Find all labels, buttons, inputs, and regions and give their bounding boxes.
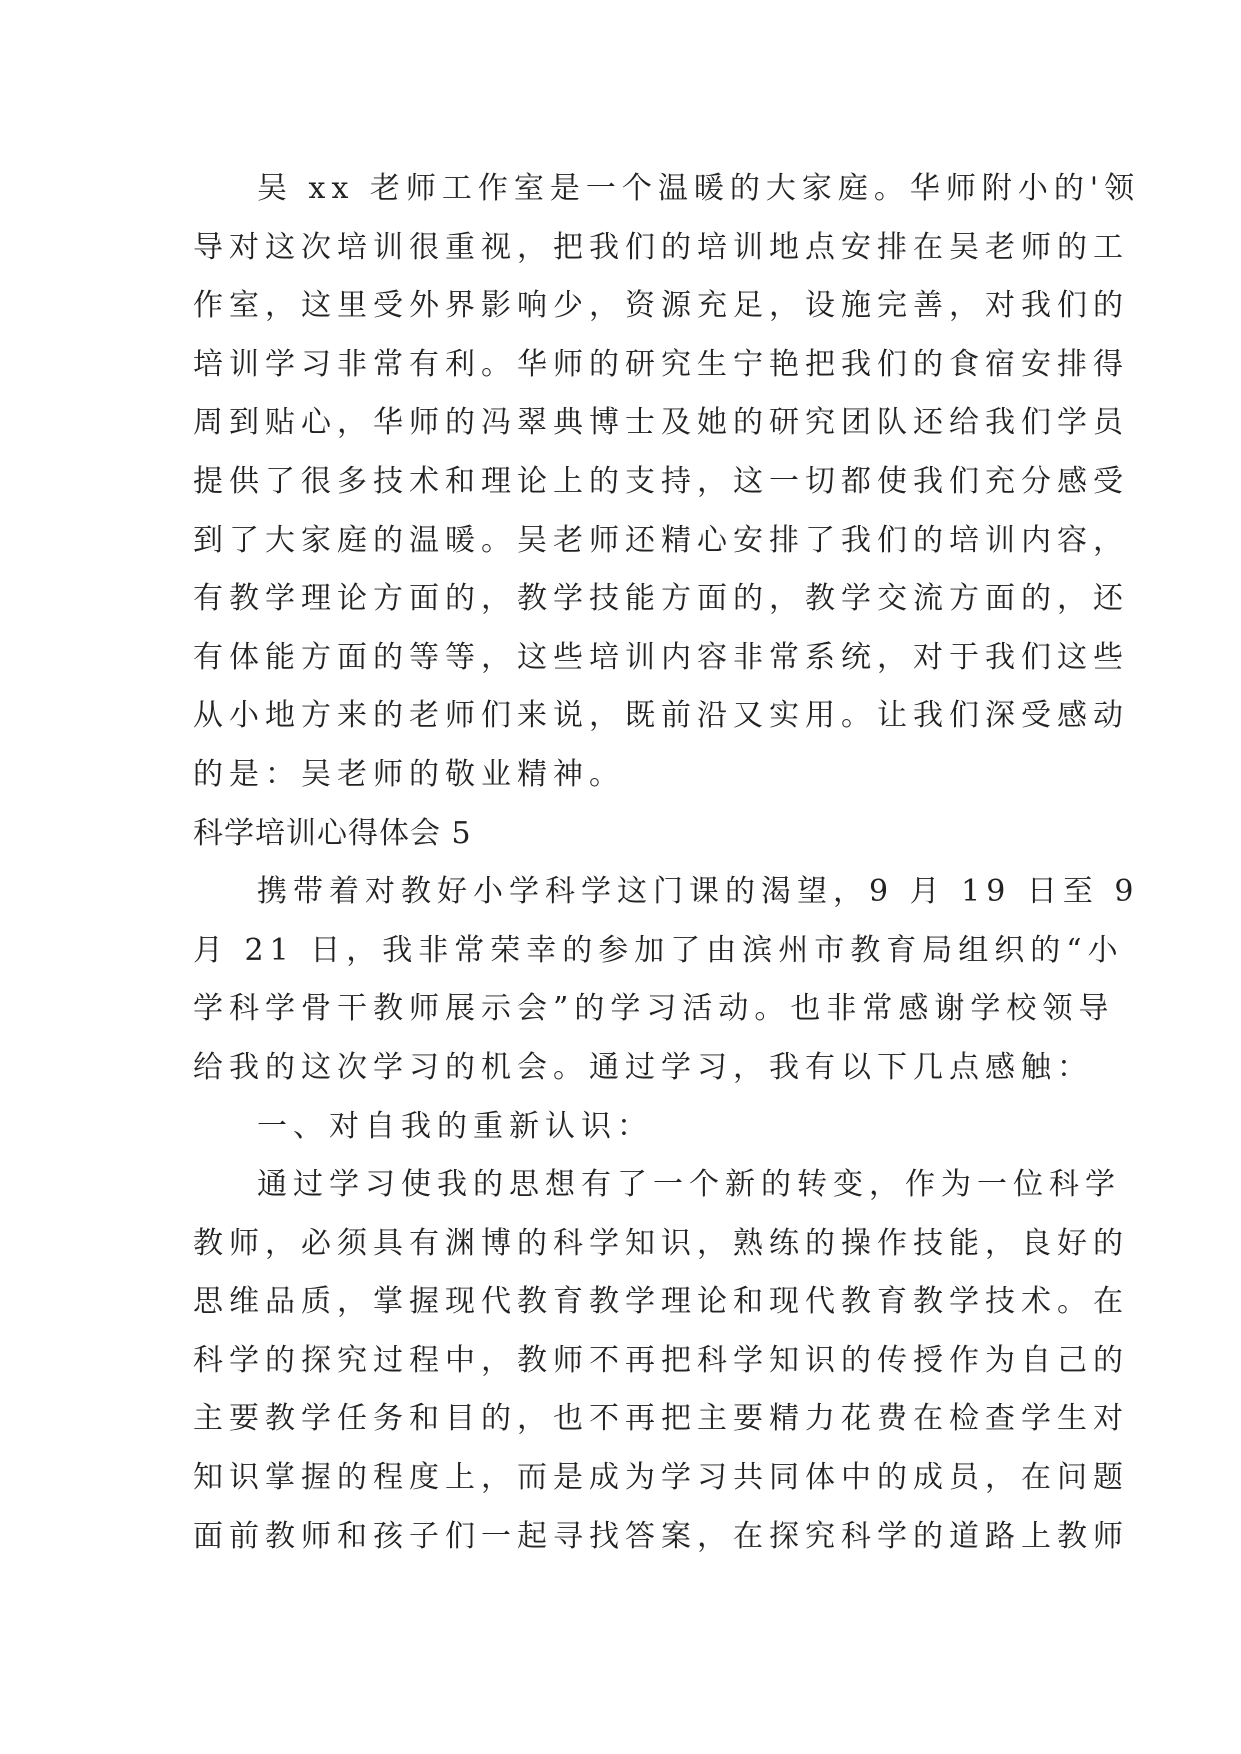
text-line: 作室，这里受外界影响少，资源充足，设施完善，对我们的 xyxy=(193,288,1129,324)
text-line: 知识掌握的程度上，而是成为学习共同体中的成员，在问题 xyxy=(193,1460,1129,1496)
body-text xyxy=(193,160,1141,1566)
text-line: 周到贴心，华师的冯翠典博士及她的研究团队还给我们学员 xyxy=(193,405,1129,441)
section-heading: 科学培训心得体会 5 xyxy=(193,815,472,851)
text-line: 面前教师和孩子们一起寻找答案，在探究科学的道路上教师 xyxy=(193,1518,1129,1554)
text-line: 有教学理论方面的，教学技能方面的，教学交流方面的，还 xyxy=(193,581,1129,617)
text-line: 给我的这次学习的机会。通过学习，我有以下几点感触： xyxy=(193,1049,1093,1085)
subheading: 一、对自我的重新认识： xyxy=(257,1108,653,1144)
text-line: 科学的探究过程中，教师不再把科学知识的传授作为自己的 xyxy=(193,1342,1129,1378)
text-line: 导对这次培训很重视，把我们的培训地点安排在吴老师的工 xyxy=(193,229,1129,265)
text-line: 思维品质，掌握现代教育教学理论和现代教育教学技术。在 xyxy=(193,1284,1129,1320)
text-line: 主要教学任务和目的，也不再把主要精力花费在检查学生对 xyxy=(193,1401,1129,1437)
text-line: 从小地方来的老师们来说，既前沿又实用。让我们深受感动 xyxy=(193,698,1129,734)
text-line: 月 21 日，我非常荣幸的参加了由滨州市教育局组织的“小 xyxy=(193,932,1124,968)
text-line: 携带着对教好小学科学这门课的渴望，9 月 19 日至 9 xyxy=(257,874,1140,910)
text-line: 有体能方面的等等，这些培训内容非常系统，对于我们这些 xyxy=(193,639,1129,675)
text-line: 到了大家庭的温暖。吴老师还精心安排了我们的培训内容， xyxy=(193,522,1129,558)
text-line: 提供了很多技术和理论上的支持，这一切都使我们充分感受 xyxy=(193,463,1129,499)
text-line: 的是：吴老师的敬业精神。 xyxy=(193,756,625,792)
text-line: 教师，必须具有渊博的科学知识，熟练的操作技能，良好的 xyxy=(193,1225,1129,1261)
text-line: 通过学习使我的思想有了一个新的转变，作为一位科学 xyxy=(257,1167,1121,1203)
text-line: 学科学骨干教师展示会”的学习活动。也非常感谢学校领导 xyxy=(193,991,1115,1027)
text-line: 吴 xx 老师工作室是一个温暖的大家庭。华师附小的'领 xyxy=(257,171,1141,206)
text-line: 培训学习非常有利。华师的研究生宁艳把我们的食宿安排得 xyxy=(193,346,1129,382)
